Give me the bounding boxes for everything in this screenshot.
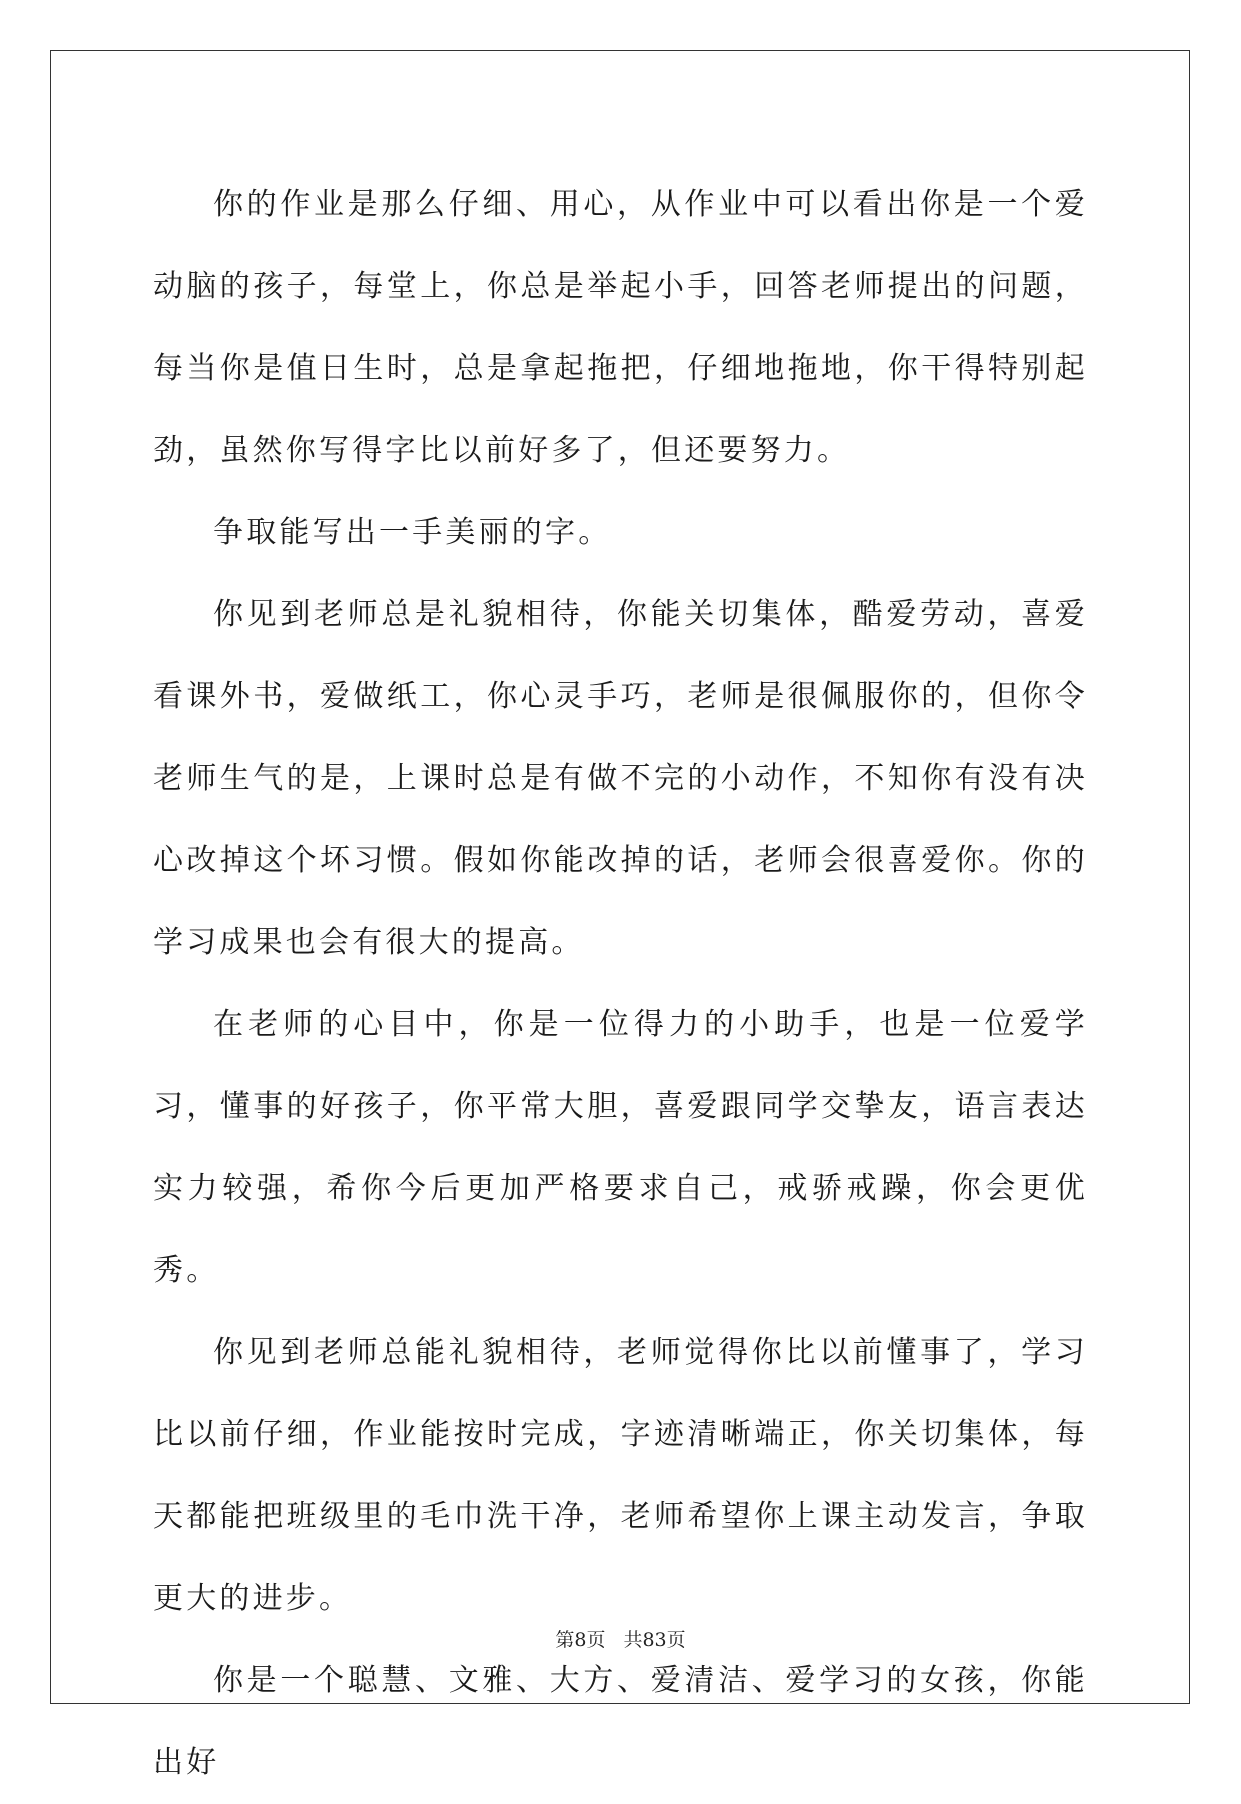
- paragraph-3: 你见到老师总是礼貌相待，你能关切集体，酷爱劳动，喜爱看课外书，爱做纸工，你心灵手巧，老师是很佩服你的，但你令老师生气的是，上课时总是有做不完的小动作，不知你有没有决心改掉这个坏习惯。假如你能改掉的话，老师会很喜爱你。你的学习成果也会有很大的提高。: [153, 597, 1088, 960]
- paragraph-6: 你是一个聪慧、文雅、大方、爱清洁、爱学习的女孩，你能出好: [153, 1663, 1088, 1780]
- paragraph-2: 争取能写出一手美丽的字。: [213, 515, 612, 550]
- page-footer: [0, 1628, 1241, 1652]
- paragraph-4: 在老师的心目中，你是一位得力的小助手，也是一位爱学习，懂事的好孩子，你平常大胆，喜爱跟同学交挚友，语言表达实力较强，希你今后更加严格要求自己，戒骄戒躁，你会更优秀。: [153, 1007, 1088, 1288]
- paragraph-5: 你见到老师总能礼貌相待，老师觉得你比以前懂事了，学习比以前仔细，作业能按时完成，字迹清晰端正，你关切集体，每天都能把班级里的毛巾洗干净，老师希望你上课主动发言，争取更大的进步。: [153, 1335, 1088, 1616]
- paragraph-1: 你的作业是那么仔细、用心，从作业中可以看出你是一个爱动脑的孩子，每堂上，你总是举起小手，回答老师提出的问题，每当你是值日生时，总是拿起拖把，仔细地拖地，你干得特别起劲，虽然你写得字比以前好多了，但还要努力。: [153, 187, 1088, 468]
- page-number: 第8页: [555, 1629, 606, 1651]
- document-body: [153, 164, 1088, 1804]
- page-total: 共83页: [623, 1629, 686, 1651]
